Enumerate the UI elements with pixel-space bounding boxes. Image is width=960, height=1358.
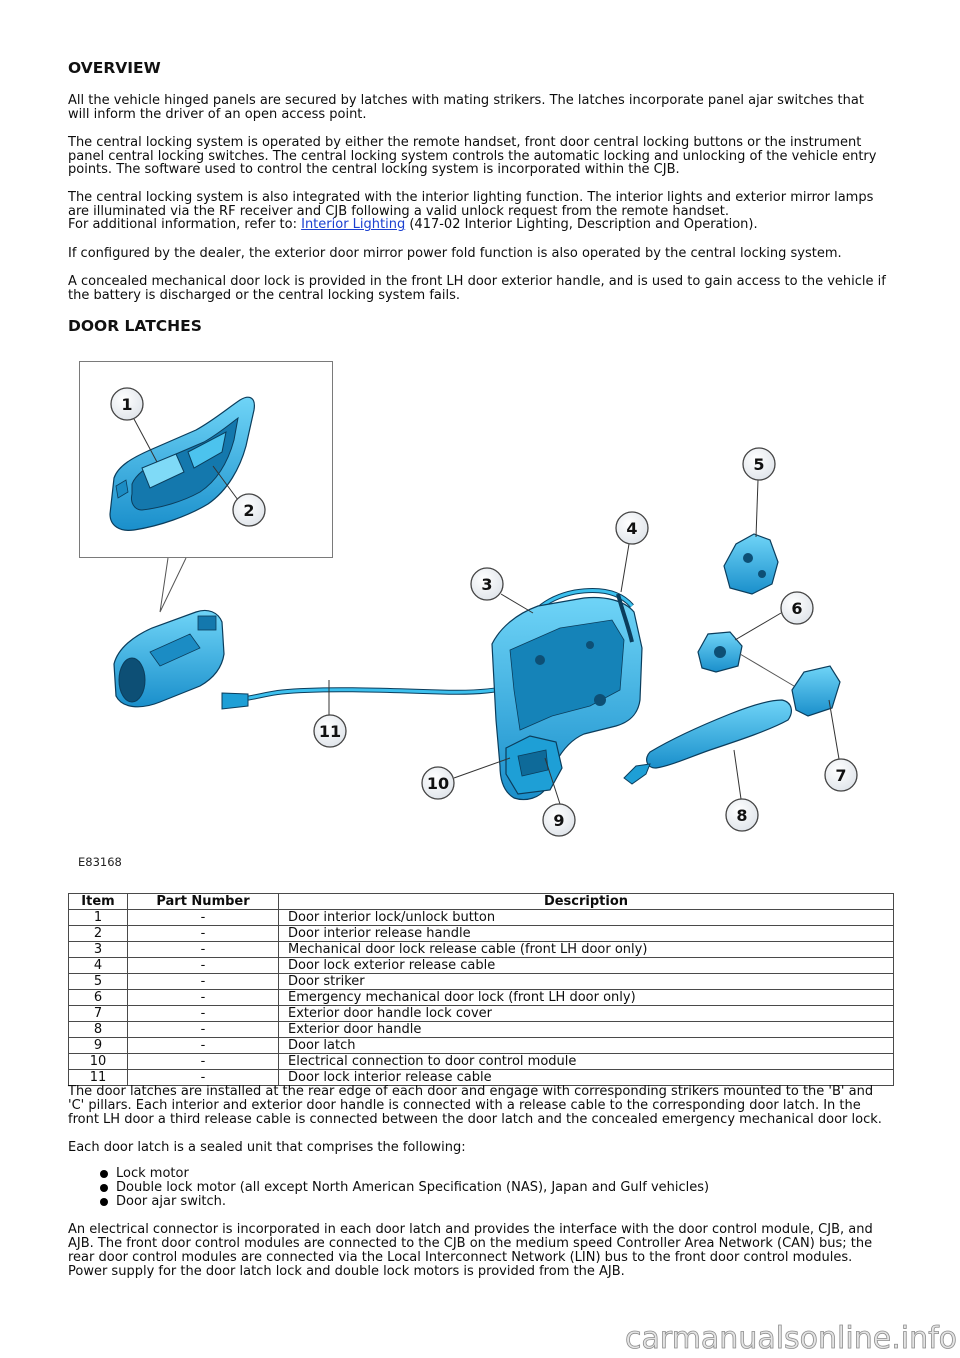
interior-lighting-link[interactable]: Interior Lighting: [301, 217, 406, 233]
description-cell: Door latch: [279, 1038, 894, 1054]
callout-9: [543, 804, 575, 836]
text-line: are illuminated via the RF receiver and CJB following a valid unlock request from the remote handset.: [68, 203, 730, 219]
leader-line: [829, 700, 839, 759]
bullet-icon: [100, 1198, 108, 1206]
callout-3: [471, 568, 503, 600]
table-row: [69, 926, 894, 942]
text-line: If configured by the dealer, the exterior door mirror power fold function is also operated by the central locking system.: [68, 246, 842, 261]
description-cell: Door striker: [279, 974, 894, 990]
callout-label: 1: [121, 395, 133, 414]
table-row: [69, 1022, 894, 1038]
description-cell: Emergency mechanical door lock (front LH door only): [279, 990, 894, 1006]
text-line: Each door latch is a sealed unit that comprises the following:: [68, 1140, 466, 1155]
list-item: [0, 1181, 709, 1195]
overview-paragraph-5: [68, 275, 886, 302]
item-cell: 8: [69, 1022, 128, 1038]
item-cell: 6: [69, 990, 128, 1006]
part-number-cell: -: [128, 1054, 279, 1070]
leader-line: [734, 750, 741, 799]
overview-paragraph-1: [68, 94, 864, 121]
description-cell: Mechanical door lock release cable (front LH door only): [279, 942, 894, 958]
item-cell: 1: [69, 910, 128, 926]
list-item: [0, 1167, 709, 1181]
table-row: [69, 942, 894, 958]
part-number-cell: -: [128, 1022, 279, 1038]
description-cell: Door lock interior release cable: [279, 1070, 894, 1086]
text-line: the battery is discharged or the central locking system fails.: [68, 287, 461, 303]
reference-prefix: For additional information, refer to:: [68, 217, 302, 233]
interior-handle-nub-drawing: [198, 616, 216, 630]
header-item: Item: [69, 894, 128, 910]
part-number-cell: -: [128, 926, 279, 942]
part-number-cell: -: [128, 1006, 279, 1022]
overview-paragraph-2: [68, 136, 876, 177]
description-cell: Door lock exterior release cable: [279, 958, 894, 974]
text-line: points. The software used to control the central locking system is incorporated within the CJB.: [68, 162, 680, 178]
latch-components-list: [0, 1167, 709, 1209]
callout-label: 6: [791, 599, 803, 618]
callout-7: [825, 759, 857, 791]
part-number-cell: -: [128, 1038, 279, 1054]
callout-label: 10: [426, 774, 450, 793]
part-number-cell: -: [128, 958, 279, 974]
interior-cable-end-fitting-drawing: [222, 693, 248, 709]
lock-link-rod-drawing: [740, 654, 794, 686]
callout-11: [314, 715, 346, 747]
overview-paragraph-4: [68, 247, 842, 261]
callout-1: [111, 388, 143, 420]
text-line: front LH door a third release cable is connected between the door latch and the concealed emergency mechanical door lock.: [68, 1112, 882, 1127]
callout-label: 8: [736, 806, 748, 825]
callout-5: [743, 448, 775, 480]
interior-handle-opening-drawing: [119, 658, 145, 702]
table-row: [69, 990, 894, 1006]
callout-2: [233, 494, 265, 526]
door-latch-diagram: [0, 340, 960, 880]
callout-6: [781, 592, 813, 624]
latches-paragraph-2: [68, 1141, 466, 1155]
text-line: AJB. The front door control modules are connected to the CJB on the medium speed Controller Area Network (CAN) bus; the: [68, 1236, 873, 1251]
header-part-number: Part Number: [128, 894, 279, 910]
text-line: The door latches are installed at the rear edge of each door and engage with corresponding strikers mounted to the 'B' and: [68, 1084, 874, 1099]
text-line: 'C' pillars. Each interior and exterior door handle is connected with a release cable to the corresponding door latch. In the: [68, 1098, 861, 1113]
description-cell: Electrical connection to door control module: [279, 1054, 894, 1070]
callout-8: [726, 799, 758, 831]
table-row: [69, 910, 894, 926]
door-latch-bolt-drawing: [586, 641, 594, 649]
overview-paragraph-3: [68, 191, 873, 232]
exterior-handle-drawing: [647, 700, 792, 768]
list-item-text: Double lock motor (all except North American Specification (NAS), Japan and Gulf vehicles): [116, 1180, 710, 1195]
text-line: panel central locking switches. The central locking system controls the automatic locking and unlocking of the vehicle entry: [68, 148, 877, 164]
item-cell: 4: [69, 958, 128, 974]
overview-heading: OVERVIEW: [68, 59, 161, 77]
callout-label: 5: [753, 455, 765, 474]
text-line: The central locking system is also integrated with the interior lighting function. The interior lights and exterior mirror lamps: [68, 190, 874, 205]
item-cell: 9: [69, 1038, 128, 1054]
text-line: All the vehicle hinged panels are secured by latches with mating strikers. The latches incorporate panel ajar switches that: [68, 93, 864, 108]
reference-suffix: (417-02 Interior Lighting, Description and Operation).: [405, 217, 758, 233]
item-cell: 10: [69, 1054, 128, 1070]
item-cell: 5: [69, 974, 128, 990]
callout-label: 4: [626, 519, 638, 538]
leader-line: [756, 480, 758, 537]
text-line: A concealed mechanical door lock is provided in the front LH door exterior handle, and is used to gain access to the vehicle if: [68, 274, 886, 289]
description-cell: Exterior door handle: [279, 1022, 894, 1038]
emergency-lock-barrel-drawing: [714, 646, 726, 658]
callout-10: [422, 767, 454, 799]
description-cell: Door interior release handle: [279, 926, 894, 942]
table-row: [69, 1054, 894, 1070]
item-cell: 11: [69, 1070, 128, 1086]
door-latches-heading: DOOR LATCHES: [68, 317, 202, 335]
callout-label: 3: [481, 575, 493, 594]
door-latch-bolt-drawing: [535, 655, 545, 665]
list-item-text: Lock motor: [116, 1166, 189, 1181]
item-cell: 7: [69, 1006, 128, 1022]
striker-hole-drawing: [743, 553, 753, 563]
description-cell: Exterior door handle lock cover: [279, 1006, 894, 1022]
header-description: Description: [279, 894, 894, 910]
text-line: will inform the driver of an open access point.: [68, 106, 367, 122]
striker-hole-drawing: [758, 570, 766, 578]
text-line: Power supply for the door latch lock and double lock motors is provided from the AJB.: [68, 1264, 625, 1279]
part-number-cell: -: [128, 942, 279, 958]
part-number-cell: -: [128, 1070, 279, 1086]
part-number-cell: -: [128, 974, 279, 990]
leader-line: [621, 544, 629, 592]
table-row: [69, 1038, 894, 1054]
figure-code: E83168: [78, 855, 122, 869]
door-striker-drawing: [724, 534, 778, 594]
table-row: [69, 1006, 894, 1022]
table-row: [69, 974, 894, 990]
inset-pointer: [160, 558, 186, 612]
leader-line: [735, 613, 781, 640]
latches-paragraph-3: [68, 1223, 873, 1279]
exterior-handle-tail-drawing: [624, 764, 650, 784]
latches-paragraph-1: [68, 1085, 882, 1127]
leader-line: [501, 594, 533, 613]
parts-table: [68, 893, 894, 1086]
list-item: [0, 1195, 709, 1209]
list-item-text: Door ajar switch.: [116, 1194, 227, 1209]
callout-label: 2: [243, 501, 255, 520]
door-latch-bolt-drawing: [594, 694, 606, 706]
table-row: [69, 958, 894, 974]
part-number-cell: -: [128, 910, 279, 926]
text-line: The central locking system is operated by either the remote handset, front door central locking buttons or the instrument: [68, 135, 862, 150]
callout-4: [616, 512, 648, 544]
watermark: carmanualsonline.info: [625, 1321, 957, 1356]
bullet-icon: [100, 1170, 108, 1178]
item-cell: 2: [69, 926, 128, 942]
callout-label: 11: [318, 722, 342, 741]
table-header-row: [69, 894, 894, 910]
handle-lock-cover-drawing: [792, 666, 840, 716]
description-cell: Door interior lock/unlock button: [279, 910, 894, 926]
text-line: rear door control modules are connected via the Local Interconnect Network (LIN) bus to the front door control modules.: [68, 1250, 853, 1265]
bullet-icon: [100, 1184, 108, 1192]
callout-label: 9: [553, 811, 565, 830]
callout-label: 7: [835, 766, 847, 785]
item-cell: 3: [69, 942, 128, 958]
part-number-cell: -: [128, 990, 279, 1006]
reference-line: [68, 218, 873, 232]
text-line: An electrical connector is incorporated in each door latch and provides the interface with the door control module, CJB, and: [68, 1222, 873, 1237]
